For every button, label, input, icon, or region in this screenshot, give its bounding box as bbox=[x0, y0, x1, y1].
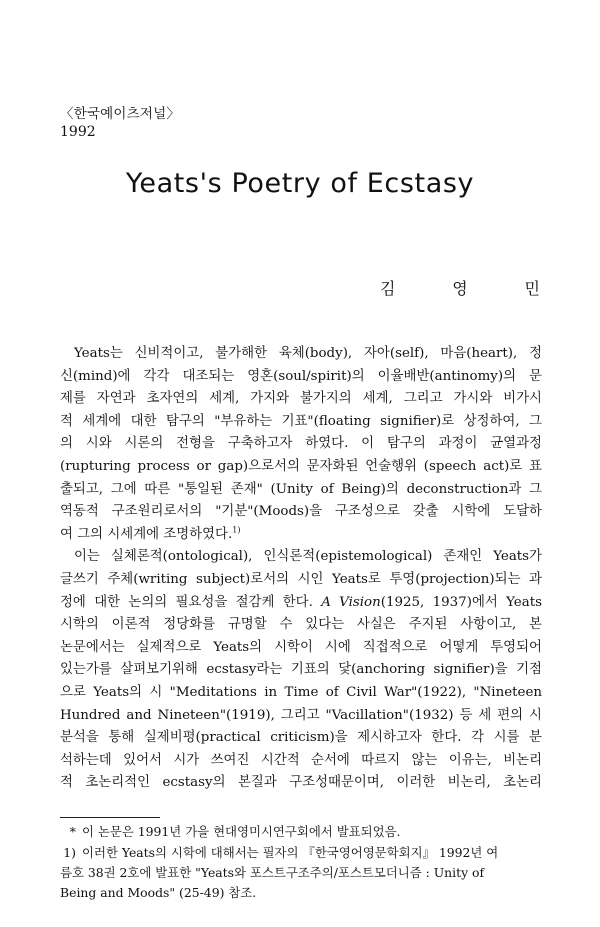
book-title: A Vision bbox=[321, 594, 381, 610]
author-char: 민 bbox=[524, 279, 540, 298]
text-line: 으로 Yeats의 시 "Meditations in Time of Civil War"(1922), "Nineteen bbox=[60, 684, 542, 700]
text-line: 시학의 이론적 정당화를 규명할 수 있다는 사실은 주지된 사항이고, 본 bbox=[60, 617, 542, 633]
text-line: 출되고, 그에 따른 "통일된 존재" (Unity of Being)의 deconstruction과 그 bbox=[60, 481, 542, 497]
publication-year: 1992 bbox=[60, 124, 96, 140]
footnote-mark: 1) bbox=[63, 845, 76, 860]
body-text bbox=[60, 343, 542, 795]
paragraph-2 bbox=[60, 546, 542, 795]
footnote-text: 이 논문은 1991년 가을 현대영미시연구회에서 발표되었음. bbox=[82, 824, 401, 839]
text-line: 제를 자연과 초자연의 세계, 가지와 불가지의 세계, 그리고 가시와 비가시 bbox=[60, 391, 542, 407]
text-line: 있는가를 살펴보기위해 ecstasy라는 기표의 닻(anchoring signifier)을 기점 bbox=[60, 662, 542, 678]
text-line: (rupturing process or gap)으로서의 문자화된 언술행위 (speech act)로 표 bbox=[60, 458, 542, 474]
footnote-text: 름호 38권 2호에 발표한 "Yeats와 포스트구조주의/포스트모더니즘 : Unity of bbox=[60, 865, 485, 880]
text-line: 의 시와 시론의 전형을 구축하고자 하였다. 이 탐구의 과정이 균열과정 bbox=[60, 436, 542, 452]
text-line: 분석을 통해 실제비평(practical criticism)을 제시하고자 한다. 각 시를 분 bbox=[60, 730, 542, 746]
text-line: 적 세계에 대한 탐구의 "부유하는 기표"(floating signifier)로 상정하여, 그 bbox=[60, 413, 542, 429]
footnote-divider bbox=[60, 817, 160, 818]
text-line: Yeats는 신비적이고, 불가해한 육체(body), 자아(self), 마음(heart), 정 bbox=[74, 346, 542, 361]
text-line: 역동적 구조원리로서의 "기분"(Moods)을 구조성으로 갖출 시학에 도달하 bbox=[60, 504, 542, 520]
text-line: 석하는데 있어서 시가 쓰여진 시간적 순서에 따르지 않는 이유는, 비논리 bbox=[60, 752, 542, 768]
author-char: 영 bbox=[452, 279, 468, 298]
text-line: 글쓰기 주체(writing subject)로서의 시인 Yeats로 투영(projection)되는 과 bbox=[60, 571, 542, 587]
text-line: Hundred and Nineteen"(1919), 그리고 "Vacillation"(1932) 등 세 편의 시 bbox=[60, 707, 542, 723]
footnote-1 bbox=[60, 843, 542, 903]
author-name bbox=[380, 276, 540, 299]
text-line: 정에 대한 논의의 필요성을 절감케 한다. A Vision(1925, 1937)에서 Yeats bbox=[60, 594, 542, 610]
paper-title: Yeats's Poetry of Ecstasy bbox=[125, 168, 475, 199]
footnote-text: Being and Moods" (25-49) 참조. bbox=[60, 885, 257, 900]
footnote-ref[interactable]: 1) bbox=[232, 525, 241, 535]
text-line: 적 초논리적인 ecstasy의 본질과 구조성때문이며, 이러한 비논리, 초논리 bbox=[60, 775, 542, 791]
paragraph-1 bbox=[60, 343, 542, 546]
text-line: 여 그의 시세계에 조명하였다.$^{1)}$ bbox=[60, 525, 241, 542]
footnote-text: 이러한 Yeats의 시학에 대해서는 필자의 『한국영어영문학회지』 1992년 여 bbox=[82, 845, 499, 860]
author-char: 김 bbox=[380, 279, 396, 298]
journal-name: 〈한국예이츠저널〉 bbox=[60, 106, 181, 122]
text-line: 논문에서는 실제적으로 Yeats의 시학이 시에 직접적으로 어떻게 투영되어 bbox=[60, 639, 542, 655]
footnote-star bbox=[60, 822, 542, 842]
footnote-mark: * bbox=[69, 824, 76, 839]
text-line: 이는 실체론적(ontological), 인식론적(epistemological) 존재인 Yeats가 bbox=[74, 549, 542, 565]
text-line: 신(mind)에 각각 대조되는 영혼(soul/spirit)의 이율배반(antinomy)의 문 bbox=[60, 368, 542, 384]
